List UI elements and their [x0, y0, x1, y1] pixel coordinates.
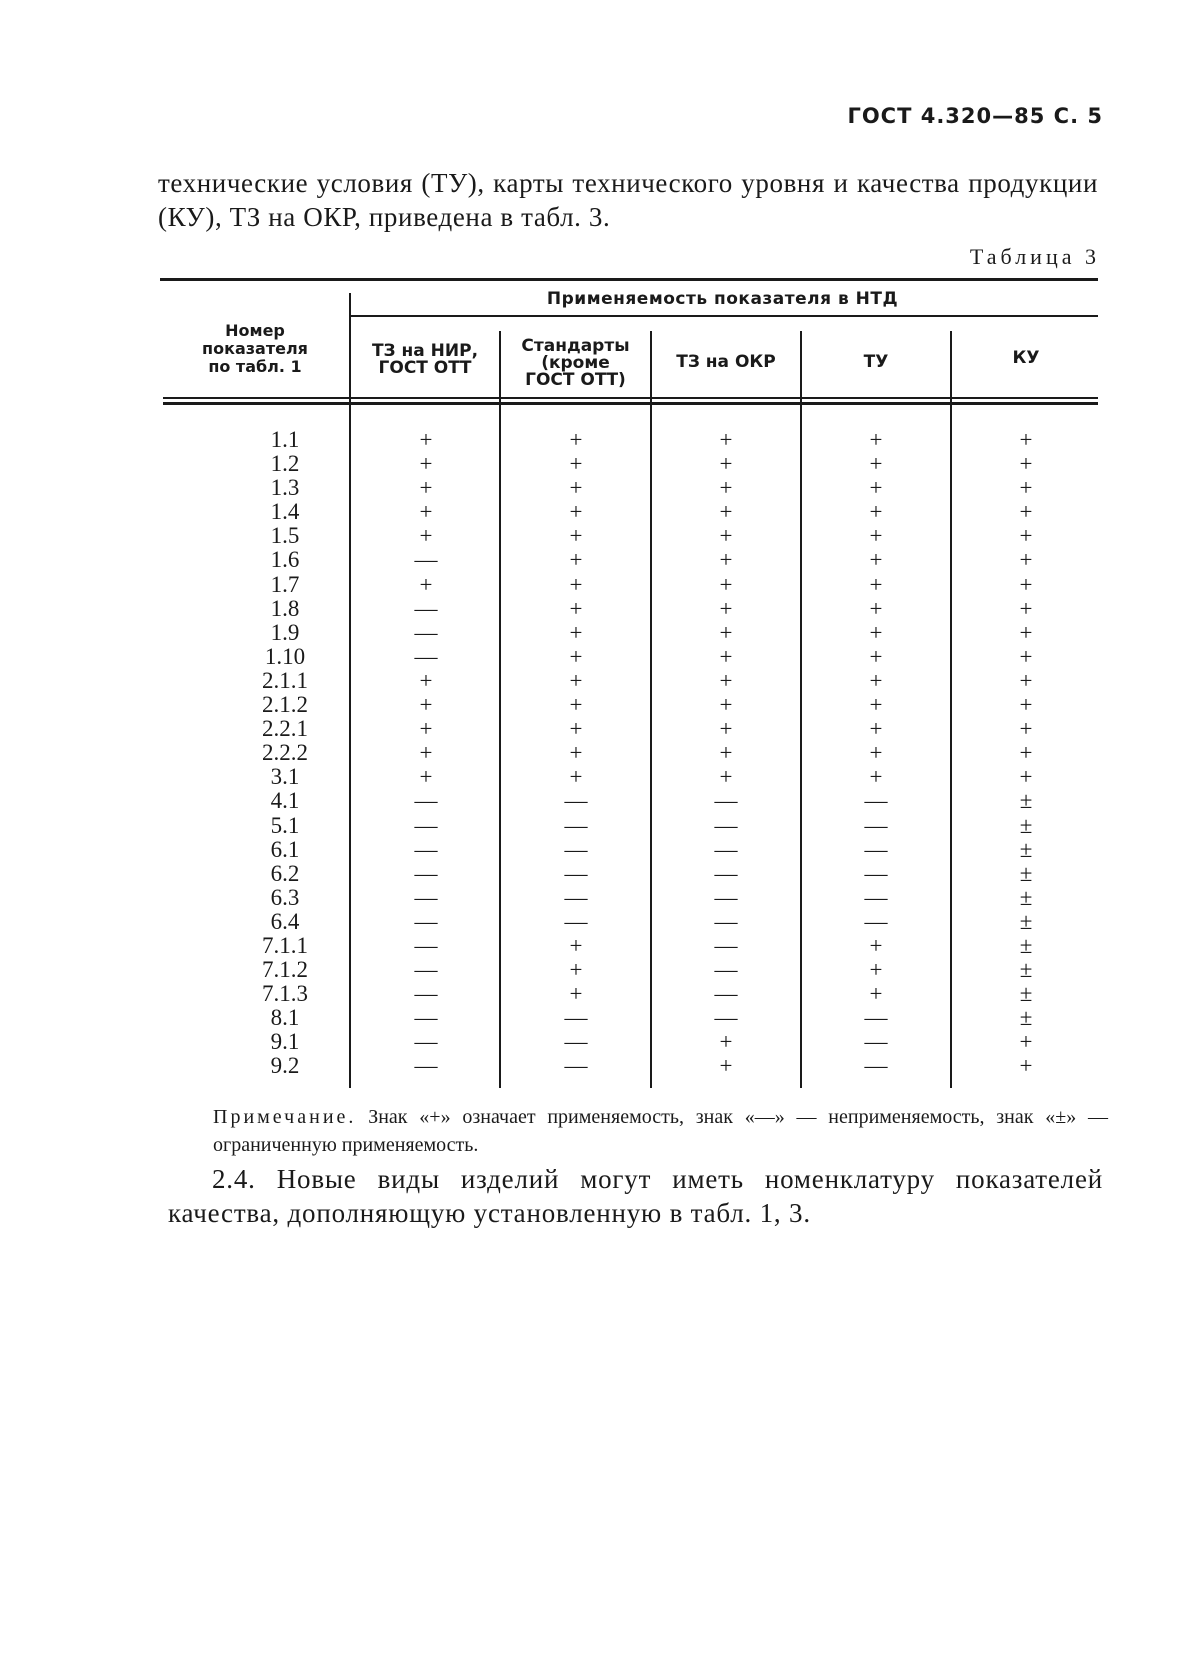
applicability-mark: —: [414, 957, 438, 983]
indicator-number: 7.1.3: [262, 981, 308, 1007]
row-header-line: показателя: [202, 339, 308, 358]
applicability-mark: +: [719, 716, 733, 742]
applicability-mark: +: [869, 451, 883, 477]
applicability-mark: +: [569, 475, 583, 501]
note-text: Знак «+» означает применяемость, знак «—» — неприменяемость, знак «±» — ограниченную применяемость.: [213, 1106, 1108, 1156]
applicability-mark: +: [869, 981, 883, 1007]
column-header-line: ТУ: [863, 352, 889, 372]
applicability-mark: —: [714, 860, 738, 886]
applicability-mark: —: [564, 812, 588, 838]
indicator-number: 3.1: [270, 764, 300, 790]
applicability-mark: ±: [1019, 1005, 1033, 1031]
applicability-mark: +: [419, 475, 433, 501]
indicator-number: 7.1.2: [262, 957, 308, 983]
note: [213, 1103, 1108, 1159]
column-header-line: ГОСТ ОТТ): [525, 370, 626, 390]
applicability-mark: —: [714, 1005, 738, 1031]
applicability-mark: ±: [1019, 788, 1033, 814]
applicability-mark: +: [569, 427, 583, 452]
applicability-mark: +: [719, 499, 733, 525]
applicability-mark: —: [414, 836, 438, 862]
applicability-mark: —: [414, 619, 438, 645]
indicator-number: 1.1: [270, 427, 300, 452]
applicability-mark: —: [864, 884, 888, 910]
applicability-mark: —: [414, 1053, 438, 1079]
applicability-mark: +: [719, 547, 733, 573]
applicability-mark: +: [569, 957, 583, 983]
applicability-mark: ±: [1019, 957, 1033, 983]
applicability-mark: +: [1019, 667, 1033, 693]
applicability-mark: —: [864, 812, 888, 838]
column-header-line: ГОСТ ОТТ: [378, 358, 472, 378]
applicability-mark: +: [569, 932, 583, 958]
applicability-mark: —: [564, 1005, 588, 1031]
indicator-number: 1.9: [270, 619, 300, 645]
applicability-mark: +: [719, 764, 733, 790]
applicability-mark: +: [1019, 1053, 1033, 1079]
applicability-mark: —: [714, 957, 738, 983]
applicability-mark: —: [414, 932, 438, 958]
applicability-mark: +: [569, 643, 583, 669]
column-header-line: ТЗ на НИР,: [371, 341, 479, 361]
indicator-number: 2.2.1: [262, 716, 308, 742]
applicability-mark: +: [419, 523, 433, 549]
column-header-line: КУ: [1012, 348, 1040, 368]
indicator-number: 9.2: [270, 1053, 300, 1079]
applicability-mark: +: [1019, 764, 1033, 790]
paragraph-2-4: 2.4. Новые виды изделий могут иметь номенклатуру показателей качества, дополняющую установленную в табл. 1, 3.: [168, 1164, 1103, 1228]
applicability-mark: +: [569, 499, 583, 525]
applicability-mark: +: [719, 1029, 733, 1055]
applicability-mark: +: [719, 451, 733, 477]
applicability-mark: +: [1019, 547, 1033, 573]
applicability-mark: —: [714, 932, 738, 958]
applicability-mark: +: [1019, 619, 1033, 645]
applicability-mark: +: [419, 571, 433, 597]
applicability-mark: +: [719, 427, 733, 452]
row-header-line: Номер: [225, 321, 285, 340]
applicability-mark: +: [569, 595, 583, 621]
applicability-mark: —: [414, 981, 438, 1007]
applicability-mark: +: [569, 523, 583, 549]
table-top-rule: [160, 278, 1098, 281]
applicability-mark: +: [419, 667, 433, 693]
applicability-mark: —: [414, 547, 438, 573]
indicator-number: 2.1.1: [262, 667, 308, 693]
applicability-mark: +: [869, 764, 883, 790]
applicability-mark: ±: [1019, 932, 1033, 958]
indicator-number: 6.4: [270, 908, 300, 934]
applicability-mark: +: [1019, 643, 1033, 669]
indicator-number: 1.10: [264, 643, 306, 669]
table-caption: Таблица 3: [969, 244, 1100, 269]
applicability-mark: +: [569, 667, 583, 693]
applicability-mark: +: [869, 643, 883, 669]
column-header: [352, 343, 498, 377]
applicability-mark: —: [864, 1029, 888, 1055]
applicability-mark: +: [719, 740, 733, 766]
indicator-number: 6.2: [270, 860, 300, 886]
applicability-mark: +: [869, 523, 883, 549]
indicator-number: 7.1.1: [262, 932, 308, 958]
indicator-number: 6.1: [270, 836, 300, 862]
applicability-mark: —: [864, 908, 888, 934]
applicability-mark: ±: [1019, 860, 1033, 886]
applicability-mark: —: [714, 981, 738, 1007]
applicability-mark: +: [1019, 475, 1033, 501]
indicator-number: 6.3: [270, 884, 300, 910]
applicability-mark: —: [714, 812, 738, 838]
applicability-mark: +: [1019, 499, 1033, 525]
applicability-mark: —: [414, 1005, 438, 1031]
applicability-mark: —: [564, 1053, 588, 1079]
page-header: ГОСТ 4.320—85 С. 5: [847, 104, 1103, 128]
applicability-mark: —: [564, 788, 588, 814]
applicability-mark: ±: [1019, 836, 1033, 862]
applicability-mark: +: [419, 692, 433, 718]
applicability-mark: +: [569, 619, 583, 645]
applicability-mark: +: [569, 764, 583, 790]
applicability-mark: +: [1019, 692, 1033, 718]
applicability-mark: —: [564, 860, 588, 886]
applicability-mark: +: [869, 619, 883, 645]
applicability-mark: ±: [1019, 981, 1033, 1007]
applicability-mark: +: [719, 667, 733, 693]
applicability-mark: +: [1019, 451, 1033, 477]
applicability-mark: —: [564, 836, 588, 862]
applicability-mark: —: [714, 836, 738, 862]
applicability-mark: +: [569, 547, 583, 573]
applicability-mark: —: [414, 643, 438, 669]
applicability-mark: +: [869, 692, 883, 718]
applicability-mark: +: [1019, 1029, 1033, 1055]
applicability-mark: +: [719, 1053, 733, 1079]
applicability-mark: +: [419, 764, 433, 790]
indicator-number: 4.1: [270, 788, 300, 814]
applicability-mark: +: [869, 957, 883, 983]
applicability-mark: +: [719, 692, 733, 718]
applicability-mark: +: [1019, 595, 1033, 621]
row-header: [190, 322, 320, 376]
applicability-mark: +: [419, 740, 433, 766]
applicability-mark: —: [864, 1005, 888, 1031]
applicability-mark: +: [719, 595, 733, 621]
applicability-mark: +: [869, 716, 883, 742]
indicator-number: 2.2.2: [262, 740, 308, 766]
indicator-number: 1.8: [270, 595, 300, 621]
group-header: Применяемость показателя в НТД: [546, 289, 899, 309]
indicator-number: 1.6: [270, 547, 300, 573]
applicability-mark: —: [414, 860, 438, 886]
applicability-mark: —: [564, 908, 588, 934]
applicability-mark: +: [869, 499, 883, 525]
column-header: [953, 350, 1099, 367]
indicator-number: 1.2: [270, 451, 300, 477]
applicability-mark: +: [869, 932, 883, 958]
indicator-number: 9.1: [270, 1029, 300, 1055]
applicability-mark: —: [414, 1029, 438, 1055]
applicability-mark: +: [569, 451, 583, 477]
column-header: [803, 354, 949, 371]
applicability-mark: +: [419, 427, 433, 452]
applicability-mark: —: [864, 860, 888, 886]
applicability-mark: +: [1019, 716, 1033, 742]
indicator-number: 5.1: [270, 812, 300, 838]
applicability-mark: +: [419, 451, 433, 477]
applicability-mark: +: [569, 716, 583, 742]
applicability-mark: +: [719, 619, 733, 645]
applicability-mark: +: [1019, 523, 1033, 549]
applicability-mark: —: [864, 836, 888, 862]
applicability-mark: —: [714, 788, 738, 814]
applicability-mark: ±: [1019, 908, 1033, 934]
group-header-rule: [350, 315, 1098, 317]
applicability-mark: +: [569, 692, 583, 718]
column-header: [653, 354, 799, 371]
applicability-mark: +: [569, 981, 583, 1007]
applicability-mark: —: [864, 1053, 888, 1079]
column-header-line: ТЗ на ОКР: [676, 352, 776, 372]
note-lead: Примечание.: [213, 1106, 357, 1128]
applicability-mark: —: [564, 884, 588, 910]
header-bottom-rule: [163, 397, 1098, 399]
applicability-mark: +: [419, 716, 433, 742]
applicability-mark: ±: [1019, 884, 1033, 910]
row-header-line: по табл. 1: [208, 357, 302, 376]
applicability-mark: —: [714, 884, 738, 910]
header-bottom-rule-2: [163, 402, 1098, 405]
applicability-mark: +: [719, 643, 733, 669]
column-header-line: Стандарты: [521, 336, 630, 356]
applicability-mark: +: [869, 475, 883, 501]
applicability-mark: +: [869, 547, 883, 573]
applicability-mark: ±: [1019, 812, 1033, 838]
applicability-mark: +: [869, 571, 883, 597]
applicability-mark: —: [414, 884, 438, 910]
applicability-mark: +: [1019, 571, 1033, 597]
applicability-mark: —: [414, 812, 438, 838]
applicability-mark: +: [569, 740, 583, 766]
applicability-mark: +: [1019, 427, 1033, 452]
applicability-mark: +: [719, 571, 733, 597]
applicability-mark: +: [869, 427, 883, 452]
applicability-mark: +: [719, 523, 733, 549]
applicability-mark: —: [564, 1029, 588, 1055]
indicator-number: 8.1: [270, 1005, 300, 1031]
column-header-line: (кроме: [541, 353, 610, 373]
applicability-mark: —: [414, 908, 438, 934]
indicator-number: 1.4: [270, 499, 300, 525]
applicability-mark: —: [714, 908, 738, 934]
applicability-mark: +: [869, 667, 883, 693]
applicability-mark: —: [414, 595, 438, 621]
applicability-mark: +: [869, 740, 883, 766]
applicability-mark: +: [719, 475, 733, 501]
applicability-mark: —: [864, 788, 888, 814]
applicability-mark: +: [569, 571, 583, 597]
indicator-number: 1.7: [270, 571, 300, 597]
indicator-number: 1.3: [270, 475, 300, 501]
intro-text: технические условия (ТУ), карты технического уровня и качества продукции (КУ), ТЗ на ОКР, приведена в табл. 3.: [158, 168, 1098, 232]
indicator-number: 2.1.2: [262, 692, 308, 718]
applicability-mark: +: [419, 499, 433, 525]
applicability-mark: +: [869, 595, 883, 621]
indicator-number: 1.5: [270, 523, 300, 549]
column-header: [502, 338, 649, 389]
applicability-mark: —: [414, 788, 438, 814]
applicability-mark: +: [1019, 740, 1033, 766]
